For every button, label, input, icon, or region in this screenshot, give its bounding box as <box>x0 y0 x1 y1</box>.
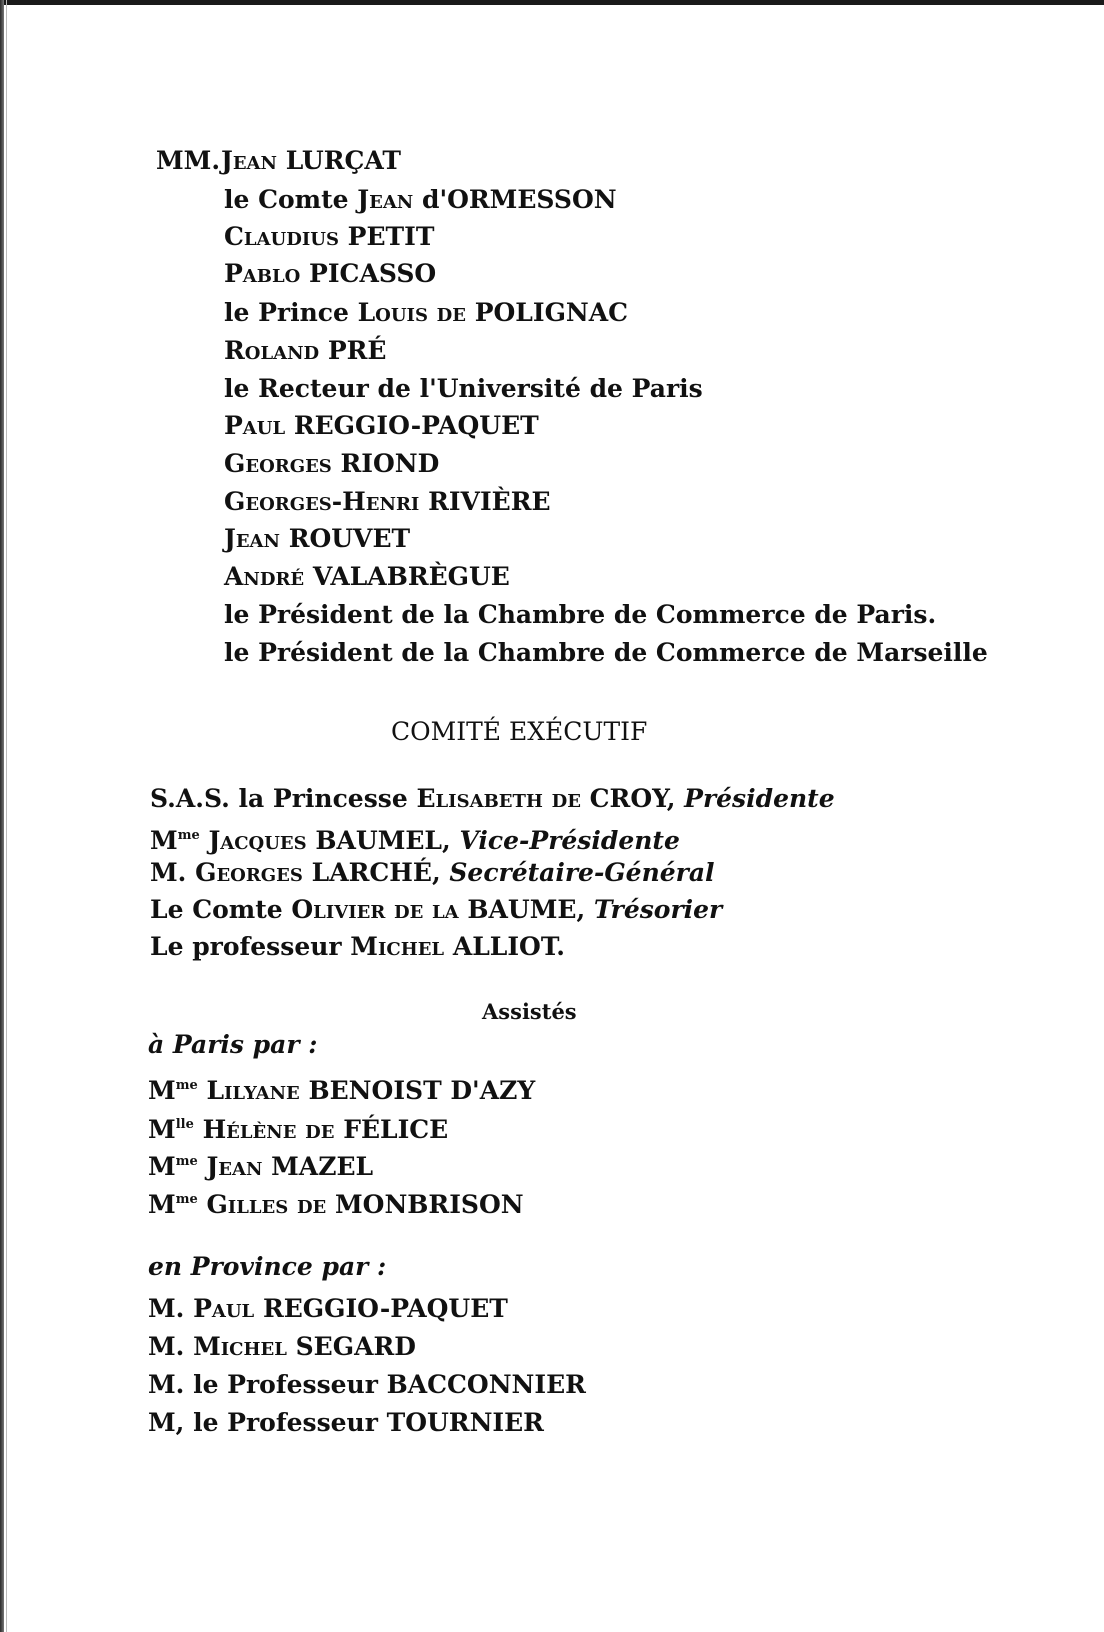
executive-member: M. Georges LARCHÉ, Secrétaire-Général <box>150 858 715 887</box>
province-assistant <box>148 1370 586 1400</box>
member-given-name: Jean <box>357 185 414 214</box>
member-given-name: Paul <box>193 1294 255 1323</box>
member-title: M. <box>148 1294 194 1323</box>
province-assistant <box>148 1294 508 1324</box>
member-surname: LARCHÉ <box>311 858 432 887</box>
member-title: M. le Professeur <box>148 1370 387 1399</box>
member-given-name: Gilles de <box>206 1190 327 1219</box>
member-role: Vice-Présidente <box>459 826 680 855</box>
member-surname: TOURNIER <box>386 1408 544 1437</box>
member-surname: BACCONNIER <box>386 1370 586 1399</box>
member-prefix: le Président de la Chambre de Commerce de Paris. <box>224 600 937 629</box>
member-given-name: Georges-Henri <box>224 487 420 516</box>
member-role: Trésorier <box>593 895 723 924</box>
member-given-name: Louis de <box>357 298 467 327</box>
province-label: en Province par : <box>148 1252 387 1281</box>
member-title: Le Comte <box>150 895 292 924</box>
member-given-name: André <box>224 562 305 591</box>
member-surname: CROY <box>589 784 667 813</box>
member-surname: BAUMEL <box>315 826 443 855</box>
member-title-sup: me <box>175 1078 198 1093</box>
honorary-member <box>224 487 551 517</box>
member-given-name: Lilyane <box>206 1076 300 1105</box>
member-title: M, le Professeur <box>148 1408 387 1437</box>
member-given-name: Michel <box>350 932 445 961</box>
member-given-name: Roland <box>224 336 320 365</box>
member-role: Présidente <box>684 784 835 813</box>
member-surname: FÉLICE <box>343 1115 449 1144</box>
member-surname: PETIT <box>347 222 435 251</box>
honorary-member <box>224 374 703 404</box>
member-given-name: Jean <box>221 146 277 175</box>
executive-heading: COMITÉ EXÉCUTIF <box>391 717 648 746</box>
member-title-sup: me <box>175 1192 198 1207</box>
member-title-sup: lle <box>175 1117 194 1132</box>
honorary-member <box>221 146 401 176</box>
member-given-name: Paul <box>224 411 286 440</box>
member-surname: PICASSO <box>309 259 437 288</box>
province-assistant <box>148 1408 544 1438</box>
member-surname: MONBRISON <box>335 1190 524 1219</box>
honorary-member <box>224 185 617 215</box>
member-surname: VALABRÈGUE <box>312 562 510 591</box>
member-title: M <box>148 1115 176 1144</box>
honorary-member <box>224 411 539 441</box>
province-assistant <box>148 1332 416 1362</box>
member-surname: BAUME <box>467 895 577 924</box>
member-surname: RIVIÈRE <box>428 487 551 516</box>
member-surname: MAZEL <box>271 1152 374 1181</box>
member-surname: SEGARD <box>295 1332 416 1361</box>
member-given-name: Elisabeth de <box>416 784 581 813</box>
executive-member: $M^{me}$ Jacques BAUMEL, Vice-Présidente <box>150 826 680 855</box>
paris-label: à Paris par : <box>148 1030 318 1059</box>
member-given-name: Claudius <box>224 222 339 251</box>
member-prefix: le Comte <box>224 185 358 214</box>
executive-member <box>150 932 565 962</box>
member-given-name: Jean <box>206 1152 263 1181</box>
member-title-sup: me <box>177 828 200 843</box>
member-surname: RIOND <box>340 449 440 478</box>
honorary-prefix: MM. <box>156 146 221 175</box>
member-surname: ALLIOT. <box>452 932 565 961</box>
member-surname: ROUVET <box>288 524 411 553</box>
member-title: M <box>150 826 178 855</box>
member-prefix: le Président de la Chambre de Commerce de Marseille <box>224 638 988 667</box>
member-given-name: Pablo <box>224 259 301 288</box>
member-title: M. <box>148 1332 194 1361</box>
paris-assistant <box>148 1071 535 1106</box>
paris-assistant <box>148 1147 373 1182</box>
member-title: M <box>148 1152 176 1181</box>
member-given-name: Georges <box>224 449 332 478</box>
member-surname: BENOIST D'AZY <box>308 1076 536 1105</box>
member-prefix: le Prince <box>224 298 358 327</box>
member-given-name: Hélène de <box>202 1115 335 1144</box>
member-surname: d'ORMESSON <box>421 185 617 214</box>
member-title: S.A.S. la Princesse <box>150 784 417 813</box>
member-prefix: le Recteur de l'Université de Paris <box>224 374 703 403</box>
member-surname: POLIGNAC <box>474 298 629 327</box>
member-title: M. <box>150 858 196 887</box>
member-surname: LURÇAT <box>285 146 402 175</box>
honorary-member <box>224 638 988 668</box>
paris-assistant <box>148 1185 524 1220</box>
honorary-member <box>224 600 936 630</box>
honorary-member <box>224 259 436 289</box>
executive-member: Le Comte Olivier de la BAUME, Trésorier <box>150 895 723 924</box>
member-role: Secrétaire-Général <box>449 858 715 887</box>
honorary-member <box>224 524 410 554</box>
honorary-member <box>224 222 434 252</box>
member-given-name: Jacques <box>208 826 307 855</box>
member-surname: REGGIO-PAQUET <box>262 1294 508 1323</box>
member-given-name: Michel <box>193 1332 287 1361</box>
honorary-member <box>224 562 510 592</box>
paris-assistant <box>148 1110 448 1145</box>
member-given-name: Olivier de la <box>291 895 459 924</box>
member-given-name: Georges <box>195 858 303 887</box>
member-title-sup: me <box>175 1154 198 1169</box>
honorary-member <box>224 336 387 366</box>
honorary-member <box>224 449 439 479</box>
member-title: M <box>148 1190 176 1219</box>
honorary-member <box>224 298 628 328</box>
member-title: Le professeur <box>150 932 351 961</box>
assisted-heading: Assistés <box>482 999 577 1024</box>
member-surname: PRÉ <box>327 336 387 365</box>
executive-member: S.A.S. la Princesse Elisabeth de CROY, Présidente <box>150 784 835 813</box>
member-title: M <box>148 1076 176 1105</box>
member-surname: REGGIO-PAQUET <box>293 411 539 440</box>
member-given-name: Jean <box>224 524 280 553</box>
